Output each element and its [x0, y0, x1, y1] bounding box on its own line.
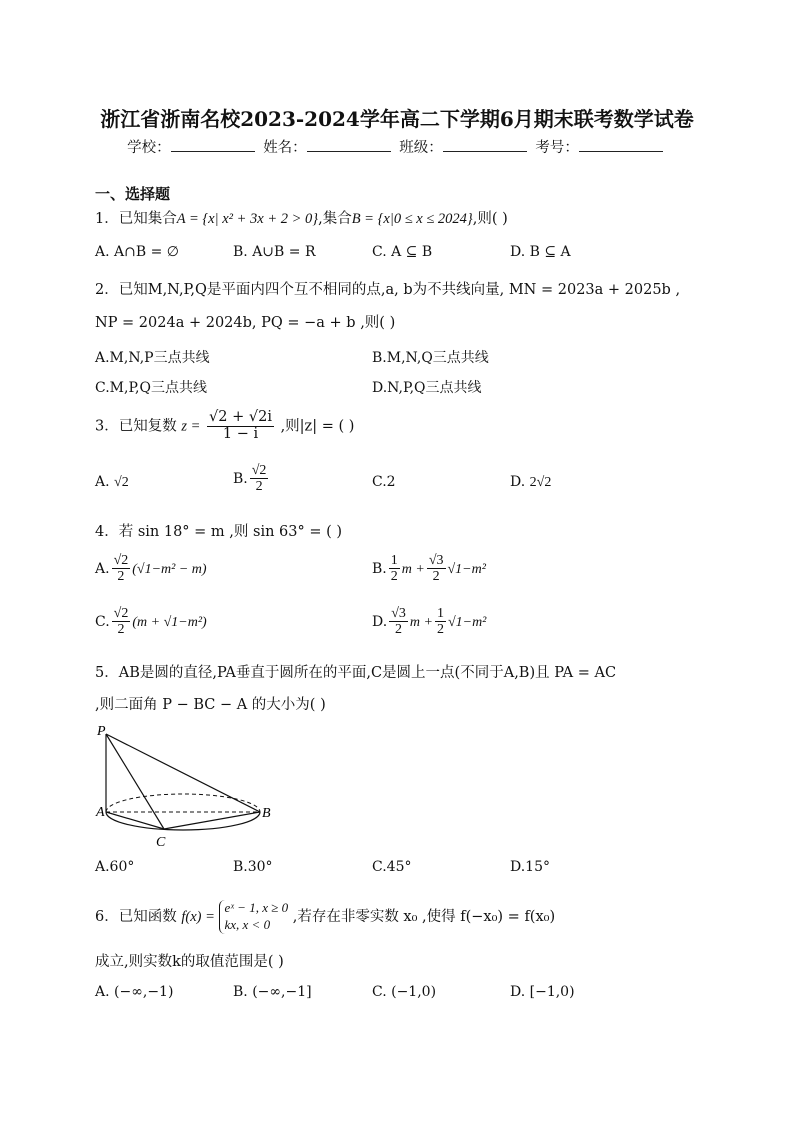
question-5-line-1: 5．AB是圆的直径,PA垂直于圆所在的平面,C是圆上一点(不同于A,B)且 PA = AC	[95, 665, 617, 681]
section-heading: 一、选择题	[95, 185, 171, 203]
q6-option-d: D. [−1,0)	[510, 984, 575, 1000]
q3-option-c: C.2	[372, 474, 396, 490]
label-p: P	[97, 724, 106, 739]
q4-option-d: D. $\frac{√3}{2}$ m + $\frac{1}{2}$ √1−m²	[372, 606, 487, 638]
q3-fraction: $\frac{√2 + √2i}{1 - i}$	[209, 409, 272, 442]
question-6-stem: 6．已知函数 f(x) = eˣ − 1, x ≥ 0 kx, x < 0 ,若存在非零实数 x₀ ,使得 f(−x₀) = f(x₀)	[95, 900, 556, 932]
q1-option-b: B. A∪B = R	[233, 244, 316, 260]
q5-option-b: B.30°	[233, 859, 273, 875]
q6-option-c: C. (−1,0)	[372, 984, 437, 1000]
q3-option-d: D. 2√2	[510, 474, 552, 490]
student-info-line	[0, 136, 794, 157]
label-a: A	[96, 805, 105, 820]
q1-option-a: A. A∩B = ∅	[95, 244, 179, 260]
question-3-stem: 3．已知复数 z = $\frac{√2 + √2i}{1 - i}$ ,则|z| = ( )	[95, 409, 355, 442]
question-4-stem: 4．若 sin 18° = m ,则 sin 63° = ( )	[95, 524, 343, 540]
set-a: A = {x| x² + 3x + 2 > 0}	[176, 211, 319, 227]
q1-option-d: D. B ⊆ A	[510, 244, 571, 260]
q2-option-c: C.M,P,Q三点共线	[95, 380, 207, 396]
exam-title: 浙江省浙南名校2023-2024学年高二下学期6月期末联考数学试卷	[100, 107, 694, 131]
name-blank	[307, 139, 391, 152]
q4-option-c: C. $\frac{√2}{2}$ (m + √1−m²)	[95, 606, 207, 638]
q5-option-c: C.45°	[372, 859, 412, 875]
q2-option-a: A.M,N,P三点共线	[95, 350, 210, 366]
question-5-line-2: ,则二面角 P − BC − A 的大小为( )	[95, 697, 326, 713]
school-label: 学校：	[127, 140, 171, 156]
edge-pb	[106, 734, 260, 812]
pyramid-figure	[92, 722, 282, 852]
q2-option-d: D.N,P,Q三点共线	[372, 380, 482, 396]
question-1-stem: 1．已知集合A = {x| x² + 3x + 2 > 0},集合B = {x|0 ≤ x ≤ 2024},则( )	[95, 211, 508, 227]
class-blank	[443, 139, 527, 152]
question-2-line-1: 2．已知M,N,P,Q是平面内四个互不相同的点,a, b为不共线向量, MN = 2023a + 2025b ,	[95, 282, 681, 298]
number-blank	[579, 139, 663, 152]
q4-option-a: A. $\frac{√2}{2}$ (√1−m² − m)	[95, 553, 207, 585]
class-label: 班级：	[399, 140, 443, 156]
circle-back-arc	[106, 794, 260, 812]
edge-cb	[164, 812, 260, 829]
q6-option-a: A. (−∞,−1)	[95, 984, 174, 1000]
q6-option-b: B. (−∞,−1]	[233, 984, 312, 1000]
q3-option-b: B. $\frac{√2}{2}$	[233, 463, 267, 495]
school-blank	[171, 139, 255, 152]
set-b: B = {x|0 ≤ x ≤ 2024}	[351, 211, 473, 227]
q4-option-b: B. $\frac{1}{2}$ m + $\frac{√3}{2}$ √1−m²	[372, 553, 486, 585]
name-label: 姓名：	[263, 140, 307, 156]
q5-option-d: D.15°	[510, 859, 550, 875]
q3-option-a: A. √2	[95, 474, 129, 490]
label-c: C	[156, 835, 166, 850]
label-b: B	[262, 806, 271, 821]
piecewise-cases: eˣ − 1, x ≥ 0 kx, x < 0	[219, 900, 288, 934]
question-6-line-2: 成立,则实数k的取值范围是( )	[95, 954, 284, 970]
number-label: 考号：	[535, 140, 579, 156]
question-2-line-2: NP = 2024a + 2024b, PQ = −a + b ,则( )	[95, 315, 396, 331]
q5-option-a: A.60°	[95, 859, 135, 875]
q2-option-b: B.M,N,Q三点共线	[372, 350, 489, 366]
q1-option-c: C. A ⊆ B	[372, 244, 433, 260]
